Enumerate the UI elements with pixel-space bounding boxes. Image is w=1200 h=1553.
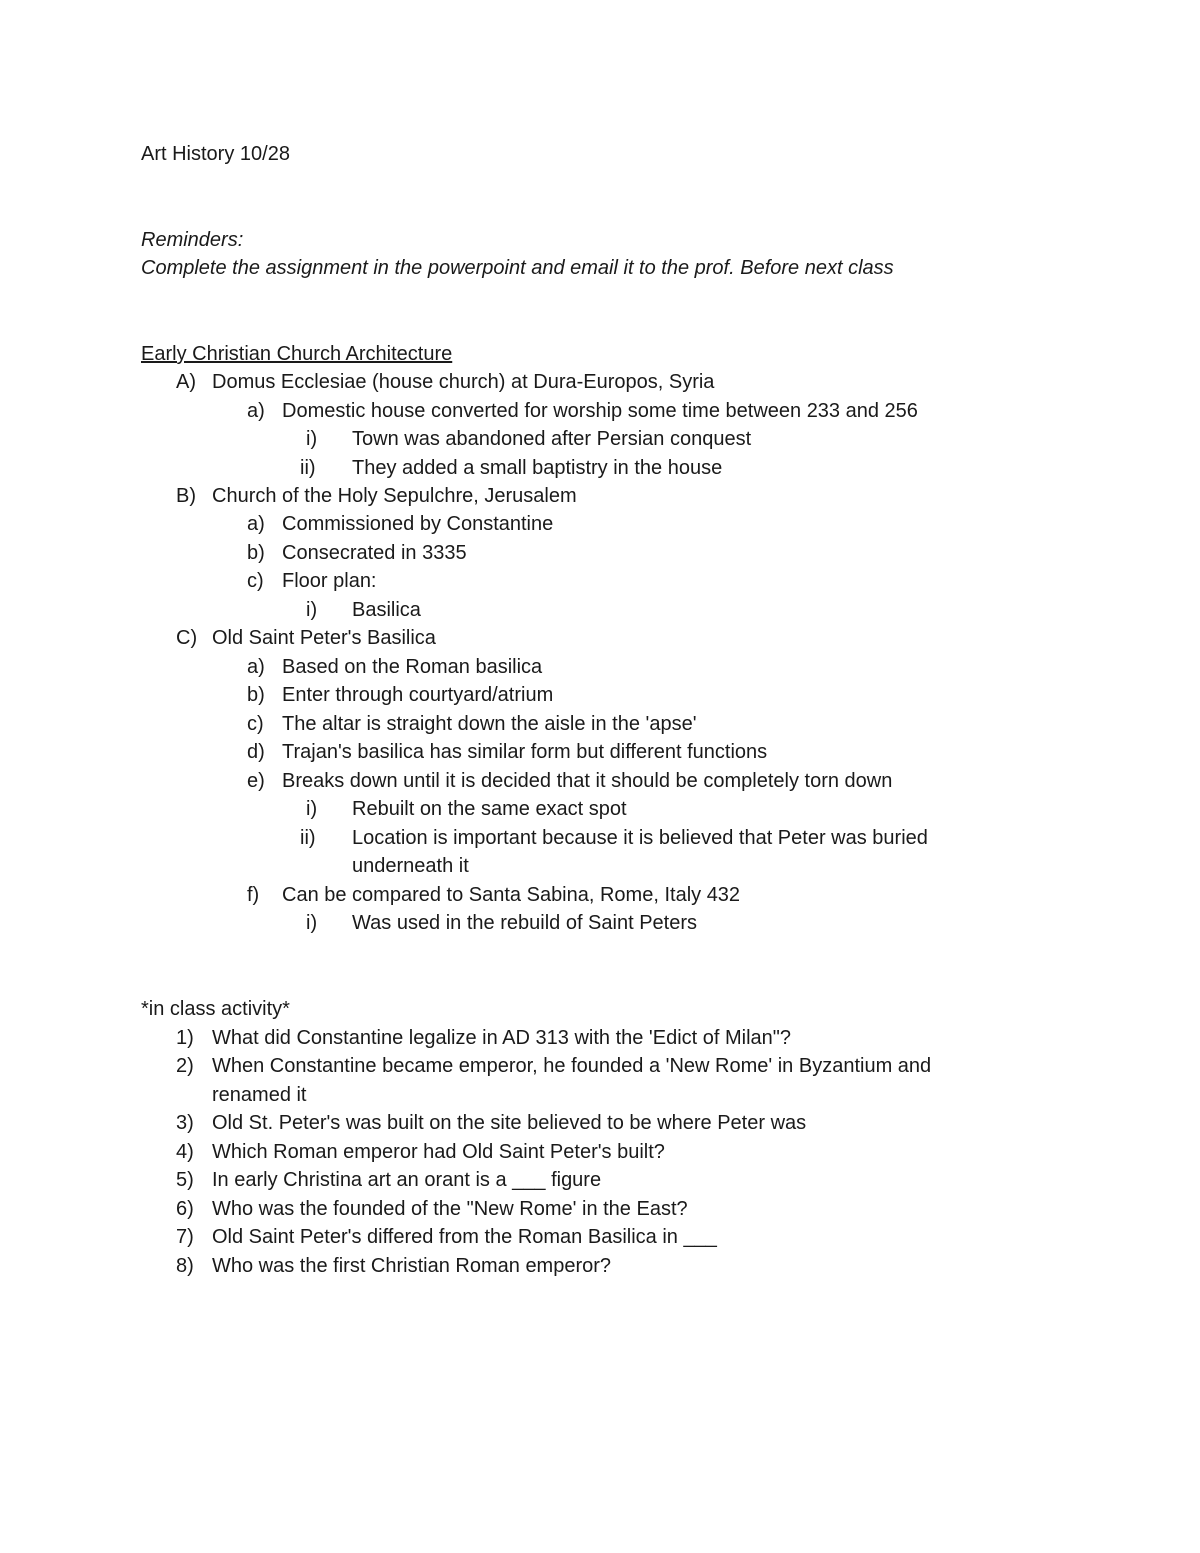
question-number: 6)	[176, 1198, 194, 1220]
list-marker: i)	[306, 798, 318, 820]
list-marker: b)	[247, 684, 265, 706]
list-item-text: Rebuilt on the same exact spot	[352, 798, 627, 820]
list-item-text: Old Saint Peter's Basilica	[212, 627, 436, 649]
list-item-text: Domestic house converted for worship some time between 233 and 256	[282, 400, 918, 422]
list-marker: e)	[247, 770, 265, 792]
question-text: In early Christina art an orant is a ___ figure	[212, 1169, 602, 1191]
list-item-text: Town was abandoned after Persian conquest	[352, 428, 752, 450]
question-number: 5)	[176, 1169, 194, 1191]
list-marker: i)	[306, 599, 318, 621]
section-heading: Early Christian Church Architecture	[141, 343, 453, 365]
list-marker: a)	[247, 400, 265, 422]
list-item-text: Based on the Roman basilica	[282, 656, 543, 678]
list-marker: f)	[247, 884, 260, 906]
question-text: Which Roman emperor had Old Saint Peter's built?	[212, 1141, 665, 1163]
question-text: What did Constantine legalize in AD 313 with the 'Edict of Milan"?	[212, 1027, 792, 1049]
list-item-text: Location is important because it is believed that Peter was buried	[352, 827, 928, 849]
list-item-text: They added a small baptistry in the house	[352, 457, 723, 479]
question-number: 1)	[176, 1027, 194, 1049]
list-item-text: Church of the Holy Sepulchre, Jerusalem	[212, 485, 577, 507]
list-marker: b)	[247, 542, 265, 564]
question-text: Old Saint Peter's differed from the Roman Basilica in ___	[212, 1226, 717, 1248]
question-number: 7)	[176, 1226, 194, 1248]
list-item-text: Enter through courtyard/atrium	[282, 684, 554, 706]
question-number: 2)	[176, 1055, 194, 1077]
reminders-heading: Reminders:	[141, 229, 244, 251]
question-number: 3)	[176, 1112, 194, 1134]
list-marker: C)	[176, 627, 198, 649]
list-marker: d)	[247, 741, 265, 763]
list-marker: ii)	[300, 827, 316, 849]
question-text: When Constantine became emperor, he founded a 'New Rome' in Byzantium and	[212, 1055, 932, 1077]
list-item-text: Commissioned by Constantine	[282, 513, 554, 535]
reminders-text: Complete the assignment in the powerpoint and email it to the prof. Before next class	[141, 257, 894, 279]
question-text: Old St. Peter's was built on the site believed to be where Peter was	[212, 1112, 807, 1134]
list-item-text: Was used in the rebuild of Saint Peters	[352, 912, 697, 934]
question-text: renamed it	[212, 1084, 307, 1106]
list-item-text: The altar is straight down the aisle in the 'apse'	[282, 713, 697, 735]
list-marker: a)	[247, 513, 265, 535]
list-marker: c)	[247, 713, 264, 735]
list-marker: a)	[247, 656, 265, 678]
question-text: Who was the founded of the "New Rome' in the East?	[212, 1198, 688, 1220]
list-item-text: Breaks down until it is decided that it should be completely torn down	[282, 770, 893, 792]
list-item-text: Domus Ecclesiae (house church) at Dura-Europos, Syria	[212, 371, 715, 393]
question-number: 8)	[176, 1255, 194, 1277]
question-text: Who was the first Christian Roman emperor?	[212, 1255, 612, 1277]
list-marker: i)	[306, 428, 318, 450]
list-item-text: Trajan's basilica has similar form but different functions	[282, 741, 768, 763]
list-marker: A)	[176, 371, 196, 393]
list-marker: c)	[247, 570, 264, 592]
list-marker: i)	[306, 912, 318, 934]
list-item-text: Consecrated in 3335	[282, 542, 467, 564]
list-item-text: underneath it	[352, 855, 469, 877]
list-item-text: Can be compared to Santa Sabina, Rome, Italy 432	[282, 884, 741, 906]
activity-heading: *in class activity*	[141, 998, 290, 1020]
list-marker: ii)	[300, 457, 316, 479]
document-title: Art History 10/28	[141, 143, 290, 165]
list-item-text: Basilica	[352, 599, 421, 621]
question-number: 4)	[176, 1141, 194, 1163]
list-item-text: Floor plan:	[282, 570, 377, 592]
list-marker: B)	[176, 485, 196, 507]
